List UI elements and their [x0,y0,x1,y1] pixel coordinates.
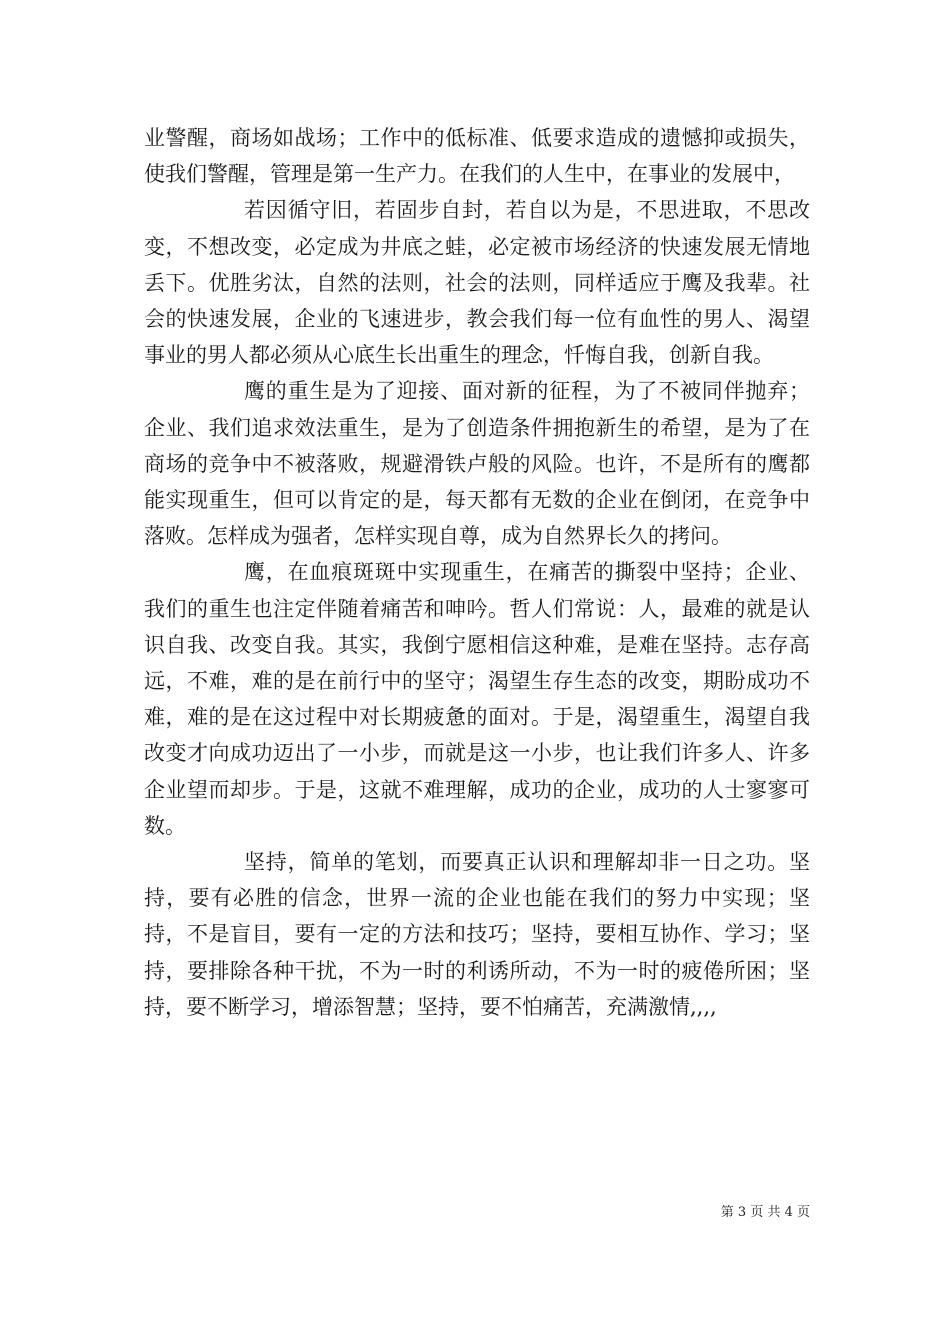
paragraph-4: 鹰，在血痕斑斑中实现重生，在痛苦的撕裂中坚持；企业、我们的重生也注定伴随着痛苦和呻吟。哲人们常说：人，最难的就是认识自我、改变自我。其实，我倒宁愿相信这种难，是难在坚持。志存高远，不难，难的是在前行中的坚守；渴望生存生态的改变，期盼成功不难，难的是在这过程中对长期疲惫的面对。于是，渴望重生，渴望自我改变才向成功迈出了一小步，而就是这一小步，也让我们许多人、许多企业望而却步。于是，这就不难理解，成功的企业，成功的人士寥寥可数。 [144,560,810,838]
paragraph-2: 若因循守旧，若固步自封，若自以为是，不思进取，不思改变，不想改变，必定成为井底之蛙，必定被市场经济的快速发展无情地丢下。优胜劣汰，自然的法则，社会的法则，同样适应于鹰及我辈。社会的快速发展，企业的飞速进步，教会我们每一位有血性的男人、渴望事业的男人都必须从心底生长出重生的理念，忏悔自我，创新自我。 [144,198,810,368]
paragraph-5: 坚持，简单的笔划，而要真正认识和理解却非一日之功。坚持，要有必胜的信念，世界一流的企业也能在我们的努力中实现；坚持，不是盲目，要有一定的方法和技巧；坚持，要相互协作、学习；坚持，要排除各种干扰，不为一时的利诱所动，不为一时的疲倦所困；坚持，要不断学习，增添智慧；坚持，要不怕痛苦，充满激情,,,, [144,850,810,1019]
page-number: 第 3 页 共 4 页 [720,1205,810,1220]
body-text [144,120,810,1025]
paragraph-1: 业警醒，商场如战场；工作中的低标准、低要求造成的遗憾抑或损失，使我们警醒，管理是第一生产力。在我们的人生中，在事业的发展中， [144,126,810,187]
paragraph-3: 鹰的重生是为了迎接、面对新的征程，为了不被同伴抛弃；企业、我们追求效法重生，是为了创造条件拥抱新生的希望，是为了在商场的竞争中不被落败，规避滑铁卢般的风险。也许，不是所有的鹰都能实现重生，但可以肯定的是，每天都有无数的企业在倒闭，在竞争中落败。怎样成为强者，怎样实现自尊，成为自然界长久的拷问。 [144,379,810,549]
